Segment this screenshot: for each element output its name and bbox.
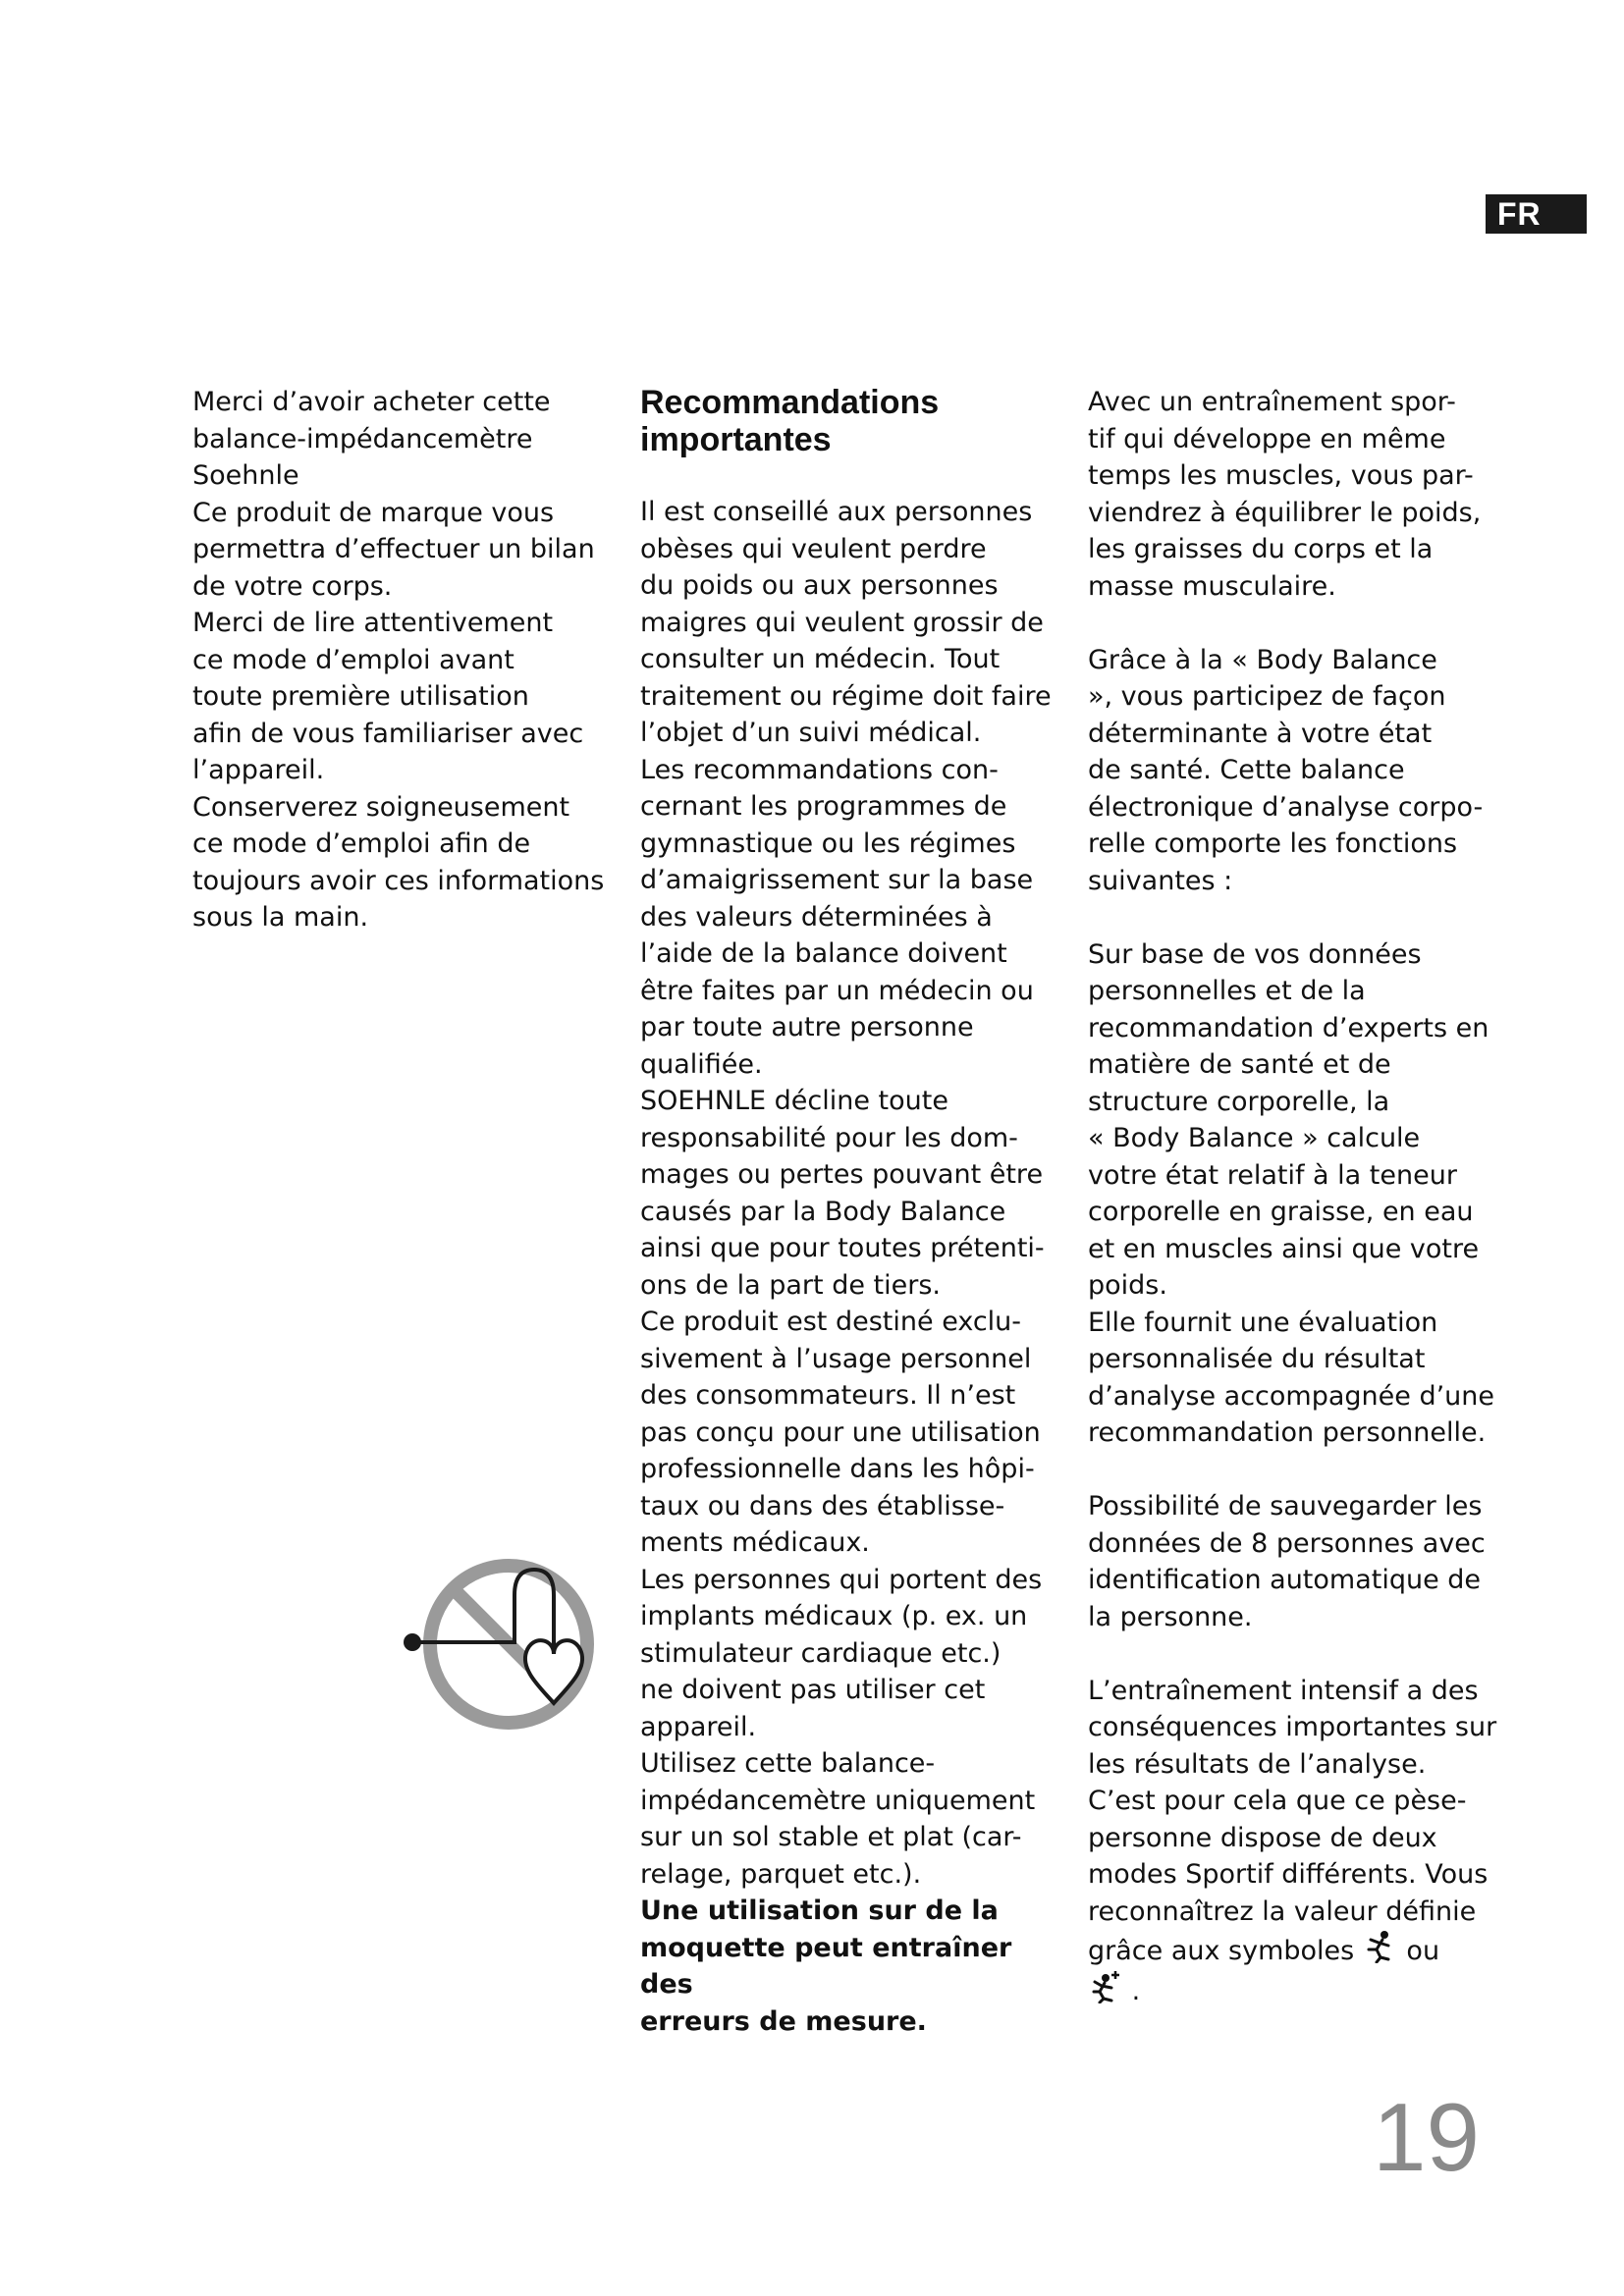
recommendations-line: impédancemètre uniquement: [640, 1785, 1036, 1816]
recommendations-line: ainsi que pour toutes prétenti-: [640, 1233, 1045, 1263]
page-number: 19: [1373, 2083, 1481, 2191]
features-line: les résultats de l’analyse.: [1088, 1748, 1427, 1780]
recommendations-line: Utilisez cette balance-: [640, 1748, 936, 1779]
intro-line: balance-impédancemètre: [192, 423, 533, 454]
features-column: [1088, 384, 1500, 2009]
intro-line: permettra d’effectuer un bilan: [192, 534, 595, 564]
features-line: identification automatique de: [1088, 1565, 1482, 1595]
features-line: corporelle en graisse, en eau: [1088, 1197, 1474, 1227]
spacer: [1088, 605, 1500, 642]
features-line: tif qui développe en même: [1088, 423, 1446, 454]
carpet-warning-line: erreurs de mesure.: [640, 2005, 927, 2037]
recommendations-line: d’amaigrissement sur la base: [640, 865, 1034, 895]
intro-line: l’appareil.: [192, 755, 325, 785]
recommendations-line: gymnastique ou les régimes: [640, 828, 1016, 859]
features-line: Sur base de vos données: [1088, 938, 1422, 970]
no-pacemaker-icon: [399, 1556, 615, 1733]
intro-line: toute première utilisation: [192, 681, 529, 712]
recommendations-line: consulter un médecin. Tout: [640, 644, 1001, 674]
recommendations-line: mages ou pertes pouvant être: [640, 1159, 1044, 1190]
features-last-line: [1088, 1930, 1500, 2009]
features-line: reconnaîtrez la valeur définie: [1088, 1896, 1477, 1927]
features-line: d’analyse accompagnée d’une: [1088, 1380, 1495, 1412]
features-line: conséquences importantes sur: [1088, 1712, 1497, 1742]
spacer: [1088, 1452, 1500, 1489]
features-line: viendrez à équilibrer le poids,: [1088, 497, 1482, 528]
intro-line: Merci de lire attentivement: [192, 608, 554, 638]
recommendations-line: ments médicaux.: [640, 1527, 870, 1558]
recommendations-column: [640, 384, 1053, 2040]
recommendations-line: des consommateurs. Il n’est: [640, 1380, 1016, 1411]
recommendations-line: Ce produit est destiné exclu-: [640, 1307, 1022, 1337]
features-line: et en muscles ainsi que votre: [1088, 1233, 1480, 1264]
features-line: Possibilité de sauvegarder les: [1088, 1491, 1483, 1522]
recommendations-line: qualifiée.: [640, 1048, 763, 1080]
intro-line: Soehnle: [192, 460, 299, 491]
features-line-text: ou: [1406, 1936, 1440, 1966]
features-line: personnelles et de la: [1088, 976, 1366, 1006]
intro-line: afin de vous familiariser avec: [192, 718, 584, 749]
features-line: électronique d’analyse corpo-: [1088, 791, 1484, 823]
recommendations-heading-line: Recommandations: [640, 384, 940, 421]
carpet-warning-line: Une utilisation sur de la: [640, 1896, 999, 1926]
recommendations-line: professionnelle dans les hôpi-: [640, 1454, 1035, 1484]
intro-line: sous la main.: [192, 902, 369, 933]
recommendations-line: Il est conseillé aux personnes: [640, 497, 1033, 527]
spacer: [1088, 899, 1500, 936]
spacer: [640, 458, 1053, 494]
recommendations-line: l’objet d’un suivi médical.: [640, 718, 982, 748]
features-line: Elle fournit une évaluation: [1088, 1307, 1438, 1338]
recommendations-line: SOEHNLE décline toute: [640, 1086, 948, 1116]
features-line: structure corporelle, la: [1088, 1086, 1390, 1117]
recommendations-line: sivement à l’usage personnel: [640, 1343, 1032, 1374]
runner-icon: [1363, 1930, 1398, 1963]
runner-plus-icon: [1088, 1970, 1123, 2003]
recommendations-line: taux ou dans des établisse-: [640, 1490, 1005, 1522]
recommendations-line: par toute autre personne: [640, 1012, 974, 1042]
features-line: personnalisée du résultat: [1088, 1344, 1426, 1374]
features-line: modes Sportif différents. Vous: [1088, 1859, 1489, 1890]
features-line: déterminante à votre état: [1088, 718, 1433, 749]
intro-line: Merci d’avoir acheter cette: [192, 387, 551, 417]
recommendations-line: être faites par un médecin ou: [640, 975, 1034, 1006]
features-line: poids.: [1088, 1270, 1167, 1301]
intro-line: toujours avoir ces informations: [192, 865, 605, 896]
recommendations-line: implants médicaux (p. ex. un: [640, 1601, 1028, 1631]
recommendations-line: pas conçu pour une utilisation: [640, 1416, 1041, 1448]
recommendations-line: cernant les programmes de: [640, 791, 1007, 822]
features-line: les graisses du corps et la: [1088, 534, 1434, 564]
features-line: la personne.: [1088, 1601, 1253, 1632]
recommendations-line: relage, parquet etc.).: [640, 1858, 922, 1890]
recommendations-line: responsabilité pour les dom-: [640, 1122, 1018, 1153]
intro-line: de votre corps.: [192, 570, 393, 602]
recommendations-line: obèses qui veulent perdre: [640, 533, 987, 564]
features-line: masse musculaire.: [1088, 570, 1336, 602]
recommendations-line: maigres qui veulent grossir de: [640, 607, 1044, 638]
recommendations-heading-line: importantes: [640, 421, 832, 458]
recommendations-line: causés par la Body Balance: [640, 1196, 1006, 1227]
features-line: », vous participez de façon: [1088, 681, 1446, 712]
intro-line: ce mode d’emploi afin de: [192, 828, 531, 859]
recommendations-line: Les recommandations con-: [640, 754, 999, 785]
features-line: « Body Balance » calcule: [1088, 1123, 1421, 1153]
features-line: votre état relatif à la teneur: [1088, 1159, 1457, 1191]
recommendations-line: ons de la part de tiers.: [640, 1269, 941, 1301]
intro-line: ce mode d’emploi avant: [192, 644, 514, 675]
features-line: recommandation d’experts en: [1088, 1012, 1489, 1043]
recommendations-line: sur un sol stable et plat (car-: [640, 1822, 1022, 1852]
intro-line: Ce produit de marque vous: [192, 497, 555, 528]
carpet-warning-line: moquette peut entraîner des: [640, 1932, 1012, 2000]
features-line: Avec un entraînement spor-: [1088, 387, 1456, 417]
intro-line: Conserverez soigneusement: [192, 791, 570, 823]
language-tab: FR: [1486, 194, 1587, 234]
spacer: [1088, 1635, 1500, 1673]
features-line-text: grâce aux symboles: [1088, 1936, 1355, 1966]
features-line: relle comporte les fonctions: [1088, 828, 1458, 859]
recommendations-line: l’aide de la balance doivent: [640, 938, 1007, 969]
features-line: données de 8 personnes avec: [1088, 1527, 1486, 1559]
features-line: matière de santé et de: [1088, 1049, 1391, 1080]
recommendations-line: Les personnes qui portent des: [640, 1564, 1043, 1595]
recommendations-line: du poids ou aux personnes: [640, 570, 999, 601]
features-line: recommandation personnelle.: [1088, 1417, 1487, 1448]
features-line: personne dispose de deux: [1088, 1822, 1437, 1853]
features-line: Grâce à la « Body Balance: [1088, 644, 1437, 675]
recommendations-line: stimulateur cardiaque etc.): [640, 1637, 1001, 1669]
intro-column: [192, 384, 605, 936]
recommendations-line: des valeurs déterminées à: [640, 901, 993, 933]
features-line: temps les muscles, vous par-: [1088, 460, 1474, 491]
features-line-text: .: [1131, 1975, 1141, 2006]
features-line: suivantes :: [1088, 865, 1233, 896]
recommendations-line: appareil.: [640, 1711, 757, 1742]
features-line: de santé. Cette balance: [1088, 755, 1405, 785]
features-line: C’est pour cela que ce pèse-: [1088, 1786, 1467, 1816]
recommendations-line: traitement ou régime doit faire: [640, 680, 1052, 712]
features-line: L’entraînement intensif a des: [1088, 1675, 1479, 1706]
recommendations-line: ne doivent pas utiliser cet: [640, 1675, 986, 1705]
